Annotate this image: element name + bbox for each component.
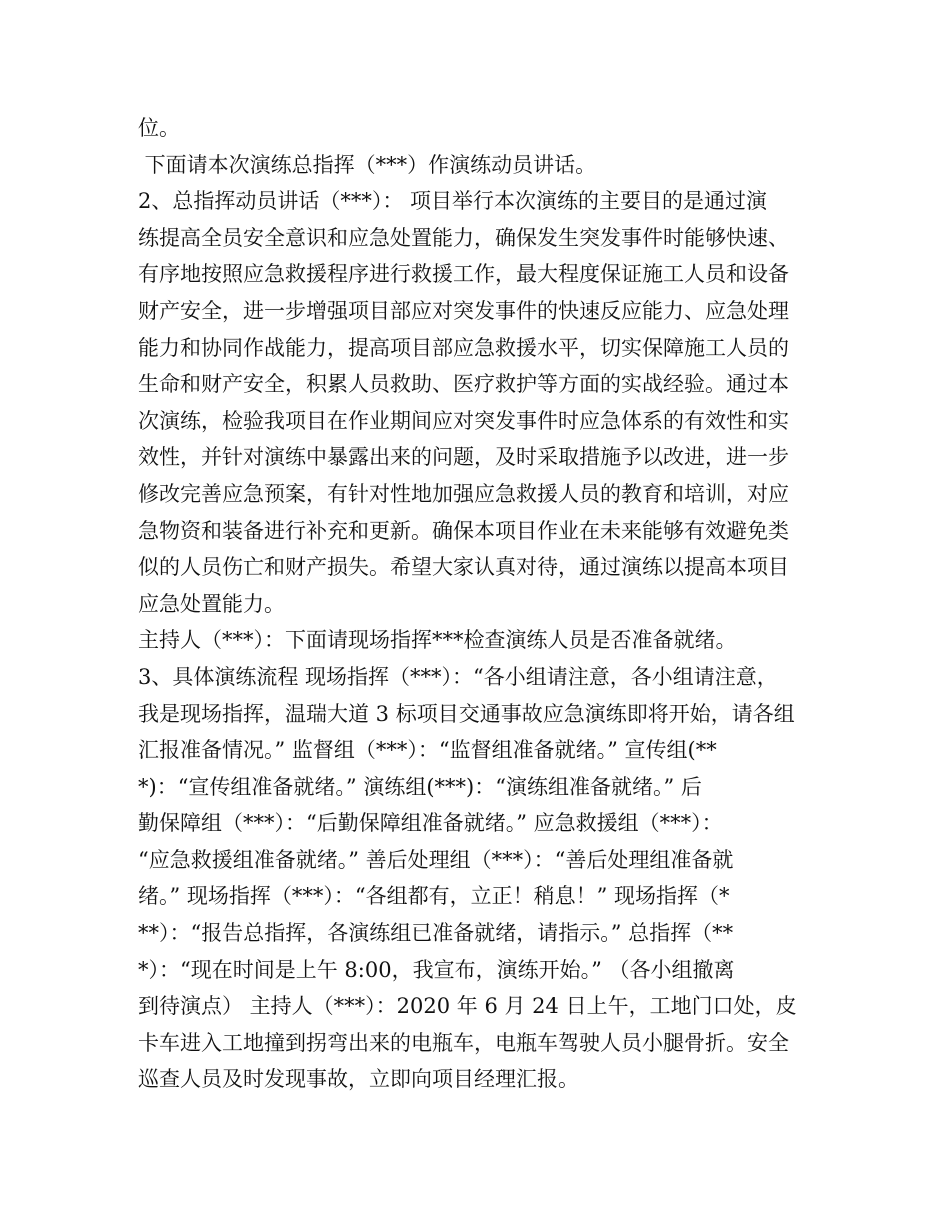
text-line: 次演练，检验我项目在作业期间应对突发事件时应急体系的有效性和实	[138, 408, 789, 433]
text-line: 位。	[138, 116, 180, 140]
text-line: **）：“报告总指挥，各演练组已准备就绪，请指示。” 总指挥（**	[138, 921, 734, 946]
text-line: 下面请本次演练总指挥（***）作演练动员讲话。	[138, 152, 597, 177]
text-line: 财产安全，进一步增强项目部应对突发事件的快速反应能力、应急处理	[138, 298, 789, 323]
text-line: 应急处置能力。	[138, 591, 285, 616]
text-line: 巡查人员及时发现事故，立即向项目经理汇报。	[138, 1067, 579, 1092]
text-line: 主持人（***）：下面请现场指挥***检查演练人员是否准备就绪。	[138, 628, 737, 653]
text-line: 有序地按照应急救援程序进行救援工作，最大程度保证施工人员和设备	[138, 262, 789, 287]
text-line: 绪。” 现场指挥（***）：“各组都有，立正！稍息！” 现场指挥（*	[138, 884, 730, 909]
text-line: 3、具体演练流程 现场指挥（***）：“各小组请注意，各小组请注意，	[138, 664, 778, 689]
text-line: 效性，并针对演练中暴露出来的问题，及时采取措施予以改进，进一步	[138, 445, 789, 470]
text-line: 修改完善应急预案，有针对性地加强应急救援人员的教育和培训，对应	[138, 481, 789, 506]
text-line: *)：“宣传组准备就绪。” 演练组(***)：“演练组准备就绪。” 后	[138, 774, 702, 799]
text-line: 2、总指挥动员讲话（***）： 项目举行本次演练的主要目的是通过演	[138, 189, 768, 214]
text-line: 能力和协同作战能力，提高项目部应急救援水平，切实保障施工人员的	[138, 335, 789, 360]
text-line: 急物资和装备进行补充和更新。确保本项目作业在未来能够有效避免类	[138, 518, 789, 543]
text-line: 似的人员伤亡和财产损失。希望大家认真对待，通过演练以提高本项目	[138, 555, 789, 580]
text-line: 练提高全员安全意识和应急处置能力，确保发生突发事件时能够快速、	[138, 225, 789, 250]
text-line: 我是现场指挥，温瑞大道 3 标项目交通事故应急演练即将开始，请各组	[138, 701, 795, 726]
text-line: 生命和财产安全，积累人员救助、医疗救护等方面的实战经验。通过本	[138, 372, 789, 397]
text-line: *）：“现在时间是上午 8:00，我宣布，演练开始。” （各小组撤离	[138, 957, 735, 982]
text-line: 卡车进入工地撞到拐弯出来的电瓶车，电瓶车驾驶人员小腿骨折。安全	[138, 1030, 789, 1055]
body-text	[138, 110, 818, 1098]
text-line: “应急救援组准备就绪。” 善后处理组（***）：“善后处理组准备就	[138, 847, 734, 872]
text-line: 勤保障组（***）：“后勤保障组准备就绪。” 应急救援组（***）：	[138, 811, 723, 836]
text-line: 到待演点） 主持人（***）：2020 年 6 月 24 日上午，工地门口处，皮	[138, 994, 797, 1019]
text-line: 汇报准备情况。” 监督组（***）：“监督组准备就绪。” 宣传组(**	[138, 738, 717, 763]
